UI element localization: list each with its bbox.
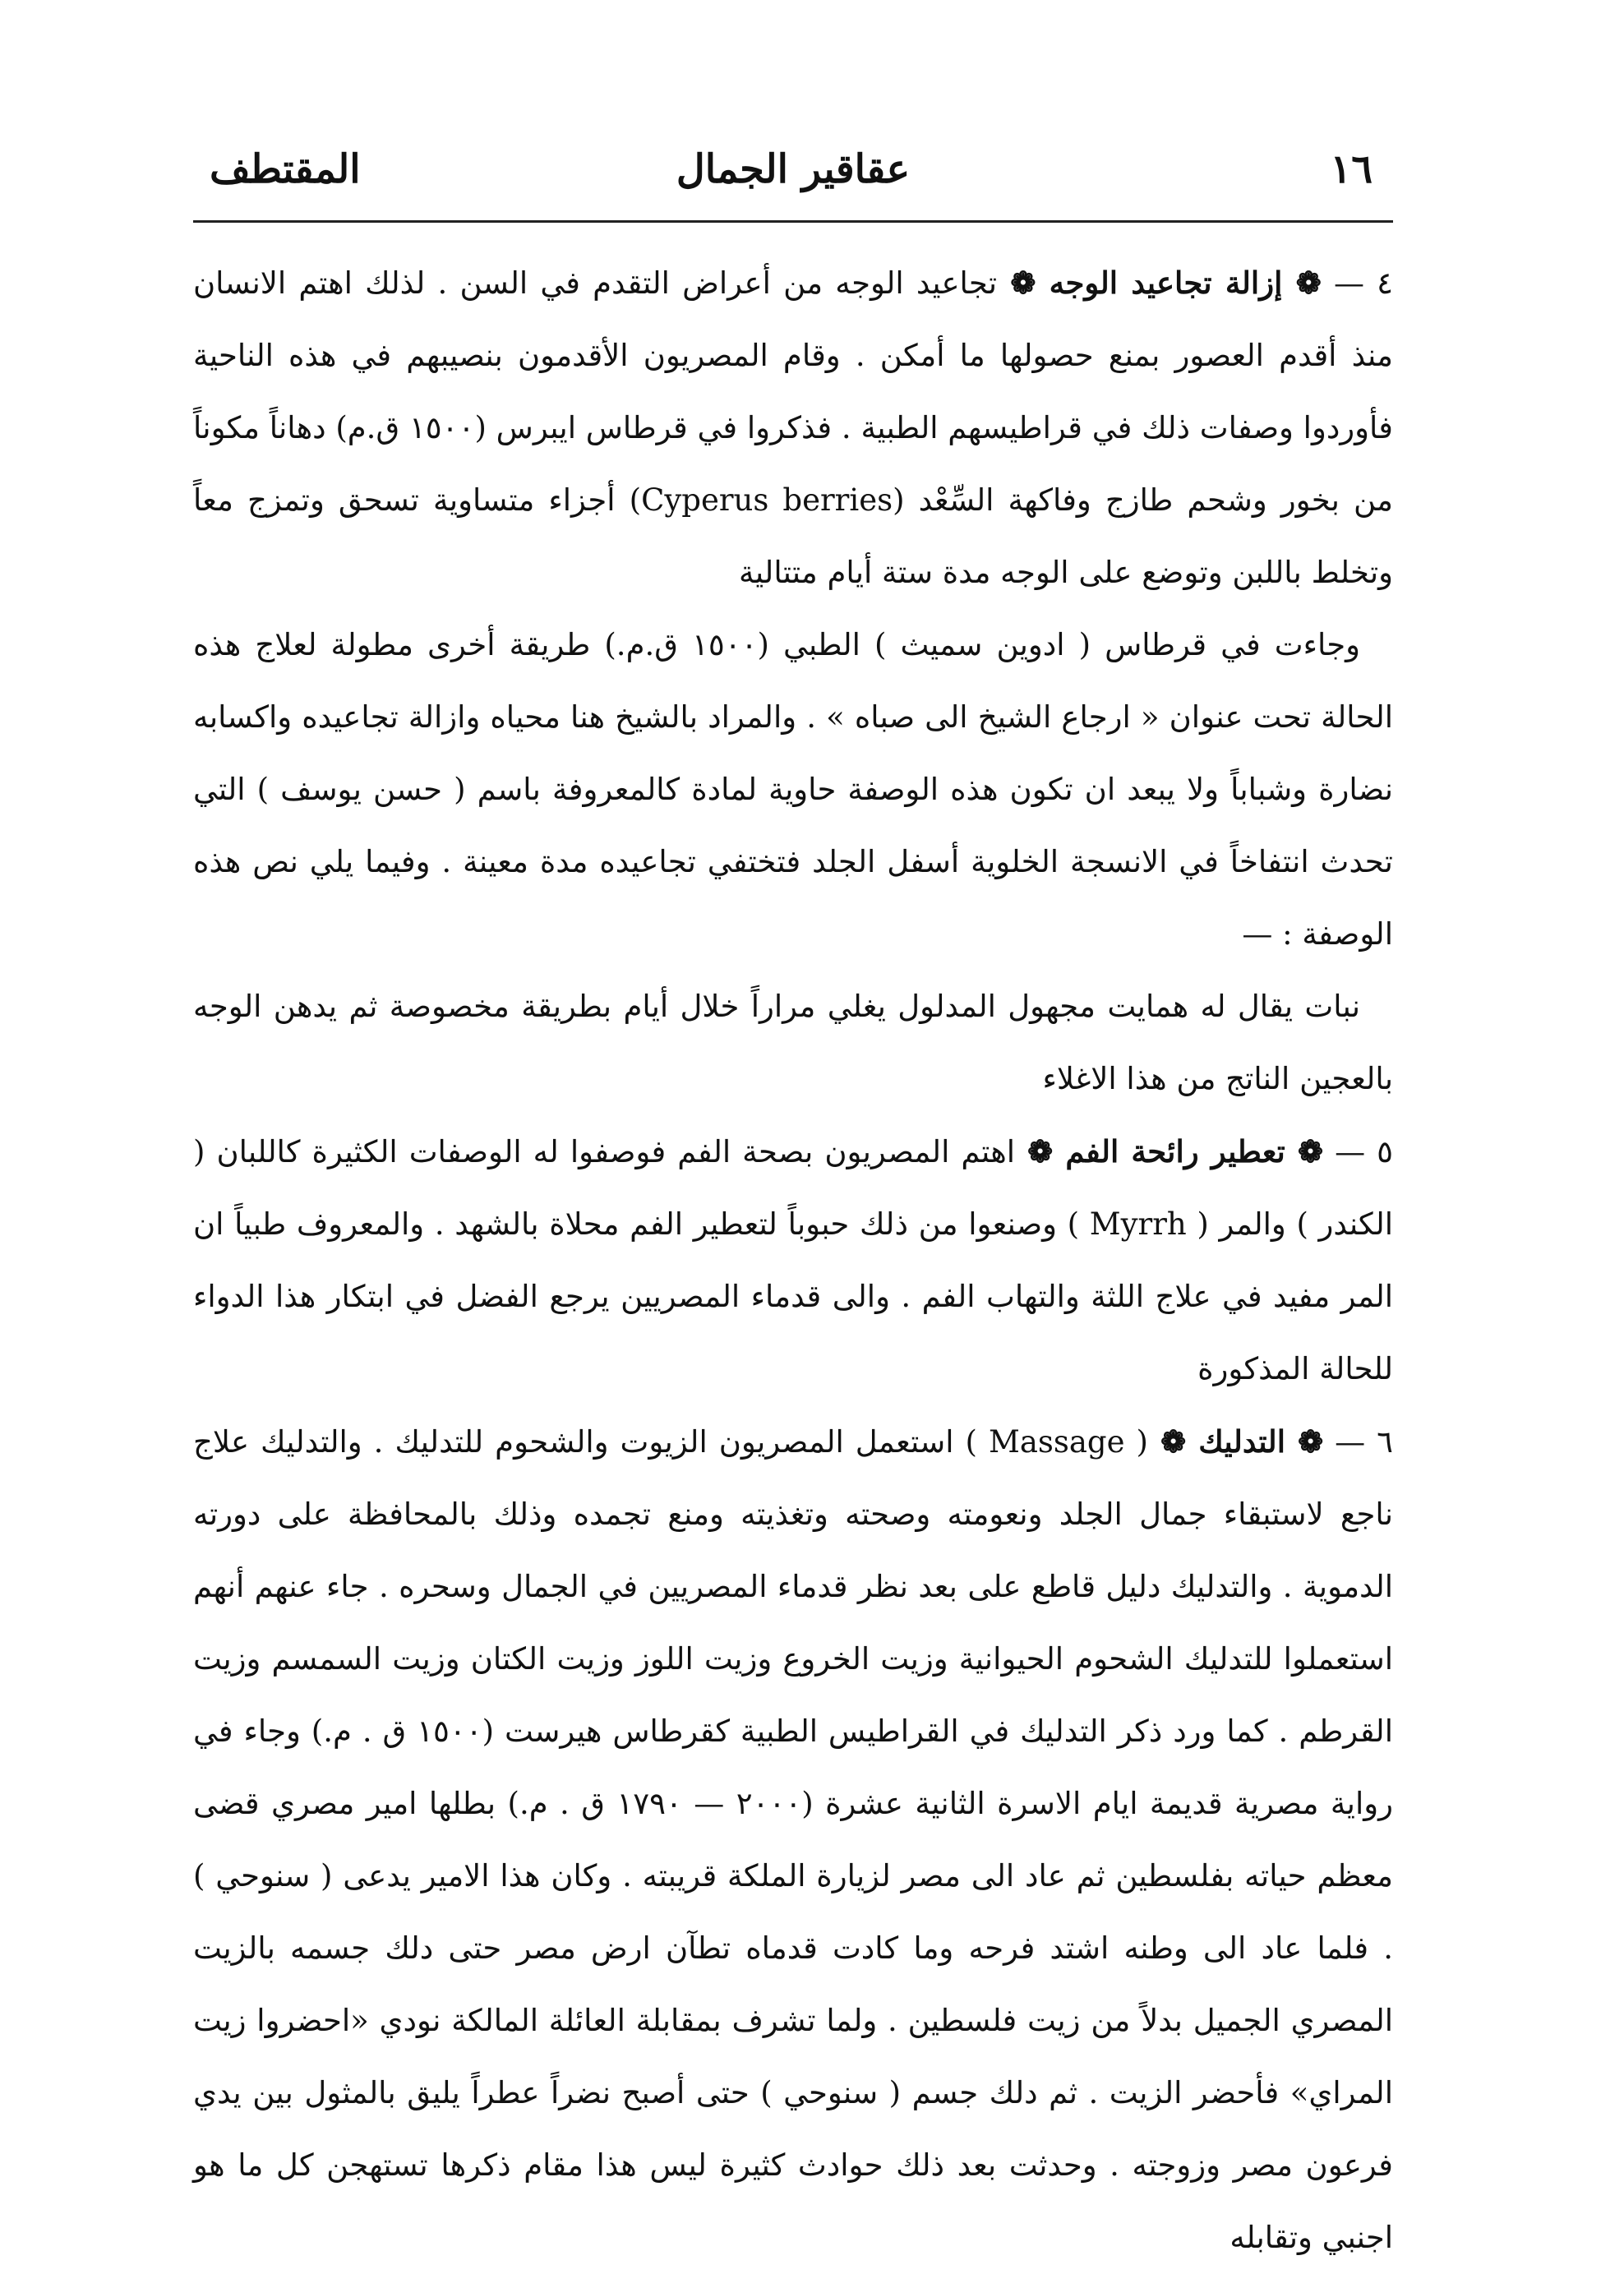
page-header	[193, 138, 1393, 212]
section-massage	[193, 1405, 1393, 2274]
ornament-icon: ❁	[997, 265, 1050, 301]
paragraph-text: نبات يقال له همايت مجهول المدلول يغلي مراراً خلال أيام بطريقة مخصوصة ثم يدهن الوجه بالعجين الناتج من هذا الاغلاء	[193, 989, 1393, 1096]
page-number: ١٦	[1330, 146, 1373, 192]
ornament-icon: ❁	[1285, 1423, 1324, 1460]
ornament-icon: ❁	[1015, 1133, 1066, 1169]
paragraph-text: وجاءت في قرطاس ( ادوين سميث ) الطبي (١٥٠٠ ق.م.) طريقة أخرى مطولة لعلاج هذه الحالة تحت عنوان « ارجاع الشيخ الى صباه » . والمراد بالشيخ هنا محياه وازالة تجاعيده واكسابه نضارة وشباباً ولا يبعد ان تكون هذه الوصفة حاوية لمادة كالمعروفة باسم ( حسن يوسف ) التي تحدث انتفاخاً في الانسجة الخلوية أسفل الجلد فتختفي تجاعيده مدة معينة . وفيما يلي نص هذه الوصفة : —	[193, 627, 1393, 952]
ornament-icon: ❁	[1147, 1423, 1199, 1460]
paragraph-text: تجاعيد الوجه من أعراض التقدم في السن . لذلك اهتم الانسان منذ أقدم العصور بمنع حصولها ما أمكن . وقام المصريون الأقدمون بنصيبهم في هذه الناحية فأوردوا وصفات ذلك في قراطيسهم الطبية . فذكروا في قرطاس ايبرس (١٥٠٠ ق.م) دهاناً مكوناً من بخور وشحم طازج وفاكهة السِّعْد (Cyperus berries) أجزاء متساوية تسحق وتمزج معاً وتخلط باللبن وتوضع على الوجه مدة ستة أيام متتالية	[193, 265, 1394, 590]
article-body	[193, 247, 1393, 2274]
header-rule	[193, 220, 1393, 223]
section-wrinkles	[193, 247, 1393, 609]
section-number: ٥ —	[1335, 1134, 1394, 1169]
ornament-icon: ❁	[1285, 1133, 1324, 1169]
paragraph-text: ( Massage ) استعمل المصريون الزيوت والشحوم للتدليك . والتدليك علاج ناجع لاستبقاء جمال الجلد ونعومته وصحته وتغذيته ومنع تجمده وذلك بالمحافظة على دورته الدموية . والتدليك دليل قاطع على بعد نظر قدماء المصريين في الجمال وسحره . جاء عنهم أنهم استعملوا للتدليك الشحوم الحيوانية وزيت الخروع وزيت اللوز وزيت الكتان وزيت السمسم وزيت القرطم . كما ورد ذكر التدليك في القراطيس الطبية كقرطاس هيرست (١٥٠٠ ق . م.) وجاء في رواية مصرية قديمة ايام الاسرة الثانية عشرة (٢٠٠٠ — ١٧٩٠ ق . م.) بطلها امير مصري قضى معظم حياته بفلسطين ثم عاد الى مصر لزيارة الملكة قريبته . وكان هذا الامير يدعى ( سنوحي ) . فلما عاد الى وطنه اشتد فرحه وما كادت قدماه تطآن ارض مصر حتى دلك جسمه بالزيت المصري الجميل بدلاً من زيت فلسطين . ولما تشرف بمقابلة العائلة المالكة نودي «احضروا زيت المراي» فأحضر الزيت . ثم دلك جسم ( سنوحي ) حتى أصبح نضراً عطراً يليق بالمثول بين يدي فرعون مصر وزوجته . وحدثت بعد ذلك حوادث كثيرة ليس هذا مقام ذكرها تستهجن كل ما هو اجنبي وتقابله	[193, 1424, 1393, 2255]
paragraph-text: اهتم المصريون بصحة الفم فوصفوا له الوصفات الكثيرة كاللبان ( الكندر ) والمر ( Myrrh ) وصنعوا من ذلك حبوباً لتعطير الفم محلاة بالشهد . والمعروف طبياً ان المر مفيد في علاج اللثة والتهاب الفم . والى قدماء المصريين يرجع الفضل في ابتكار هذا الدواء للحالة المذكورة	[193, 1134, 1393, 1386]
ornament-icon: ❁	[1282, 265, 1322, 301]
section-heading: تعطير رائحة الفم	[1065, 1133, 1285, 1169]
section-number: ٤ —	[1333, 265, 1394, 301]
running-title: عقاقير الجمال	[676, 146, 911, 192]
section-mouth	[193, 1115, 1393, 1405]
paragraph	[193, 609, 1393, 971]
journal-name: المقتطف	[210, 146, 361, 192]
section-heading: التدليك	[1198, 1423, 1285, 1460]
section-number: ٦ —	[1335, 1424, 1394, 1460]
section-heading: إزالة تجاعيد الوجه	[1049, 265, 1283, 301]
paragraph	[193, 971, 1393, 1115]
